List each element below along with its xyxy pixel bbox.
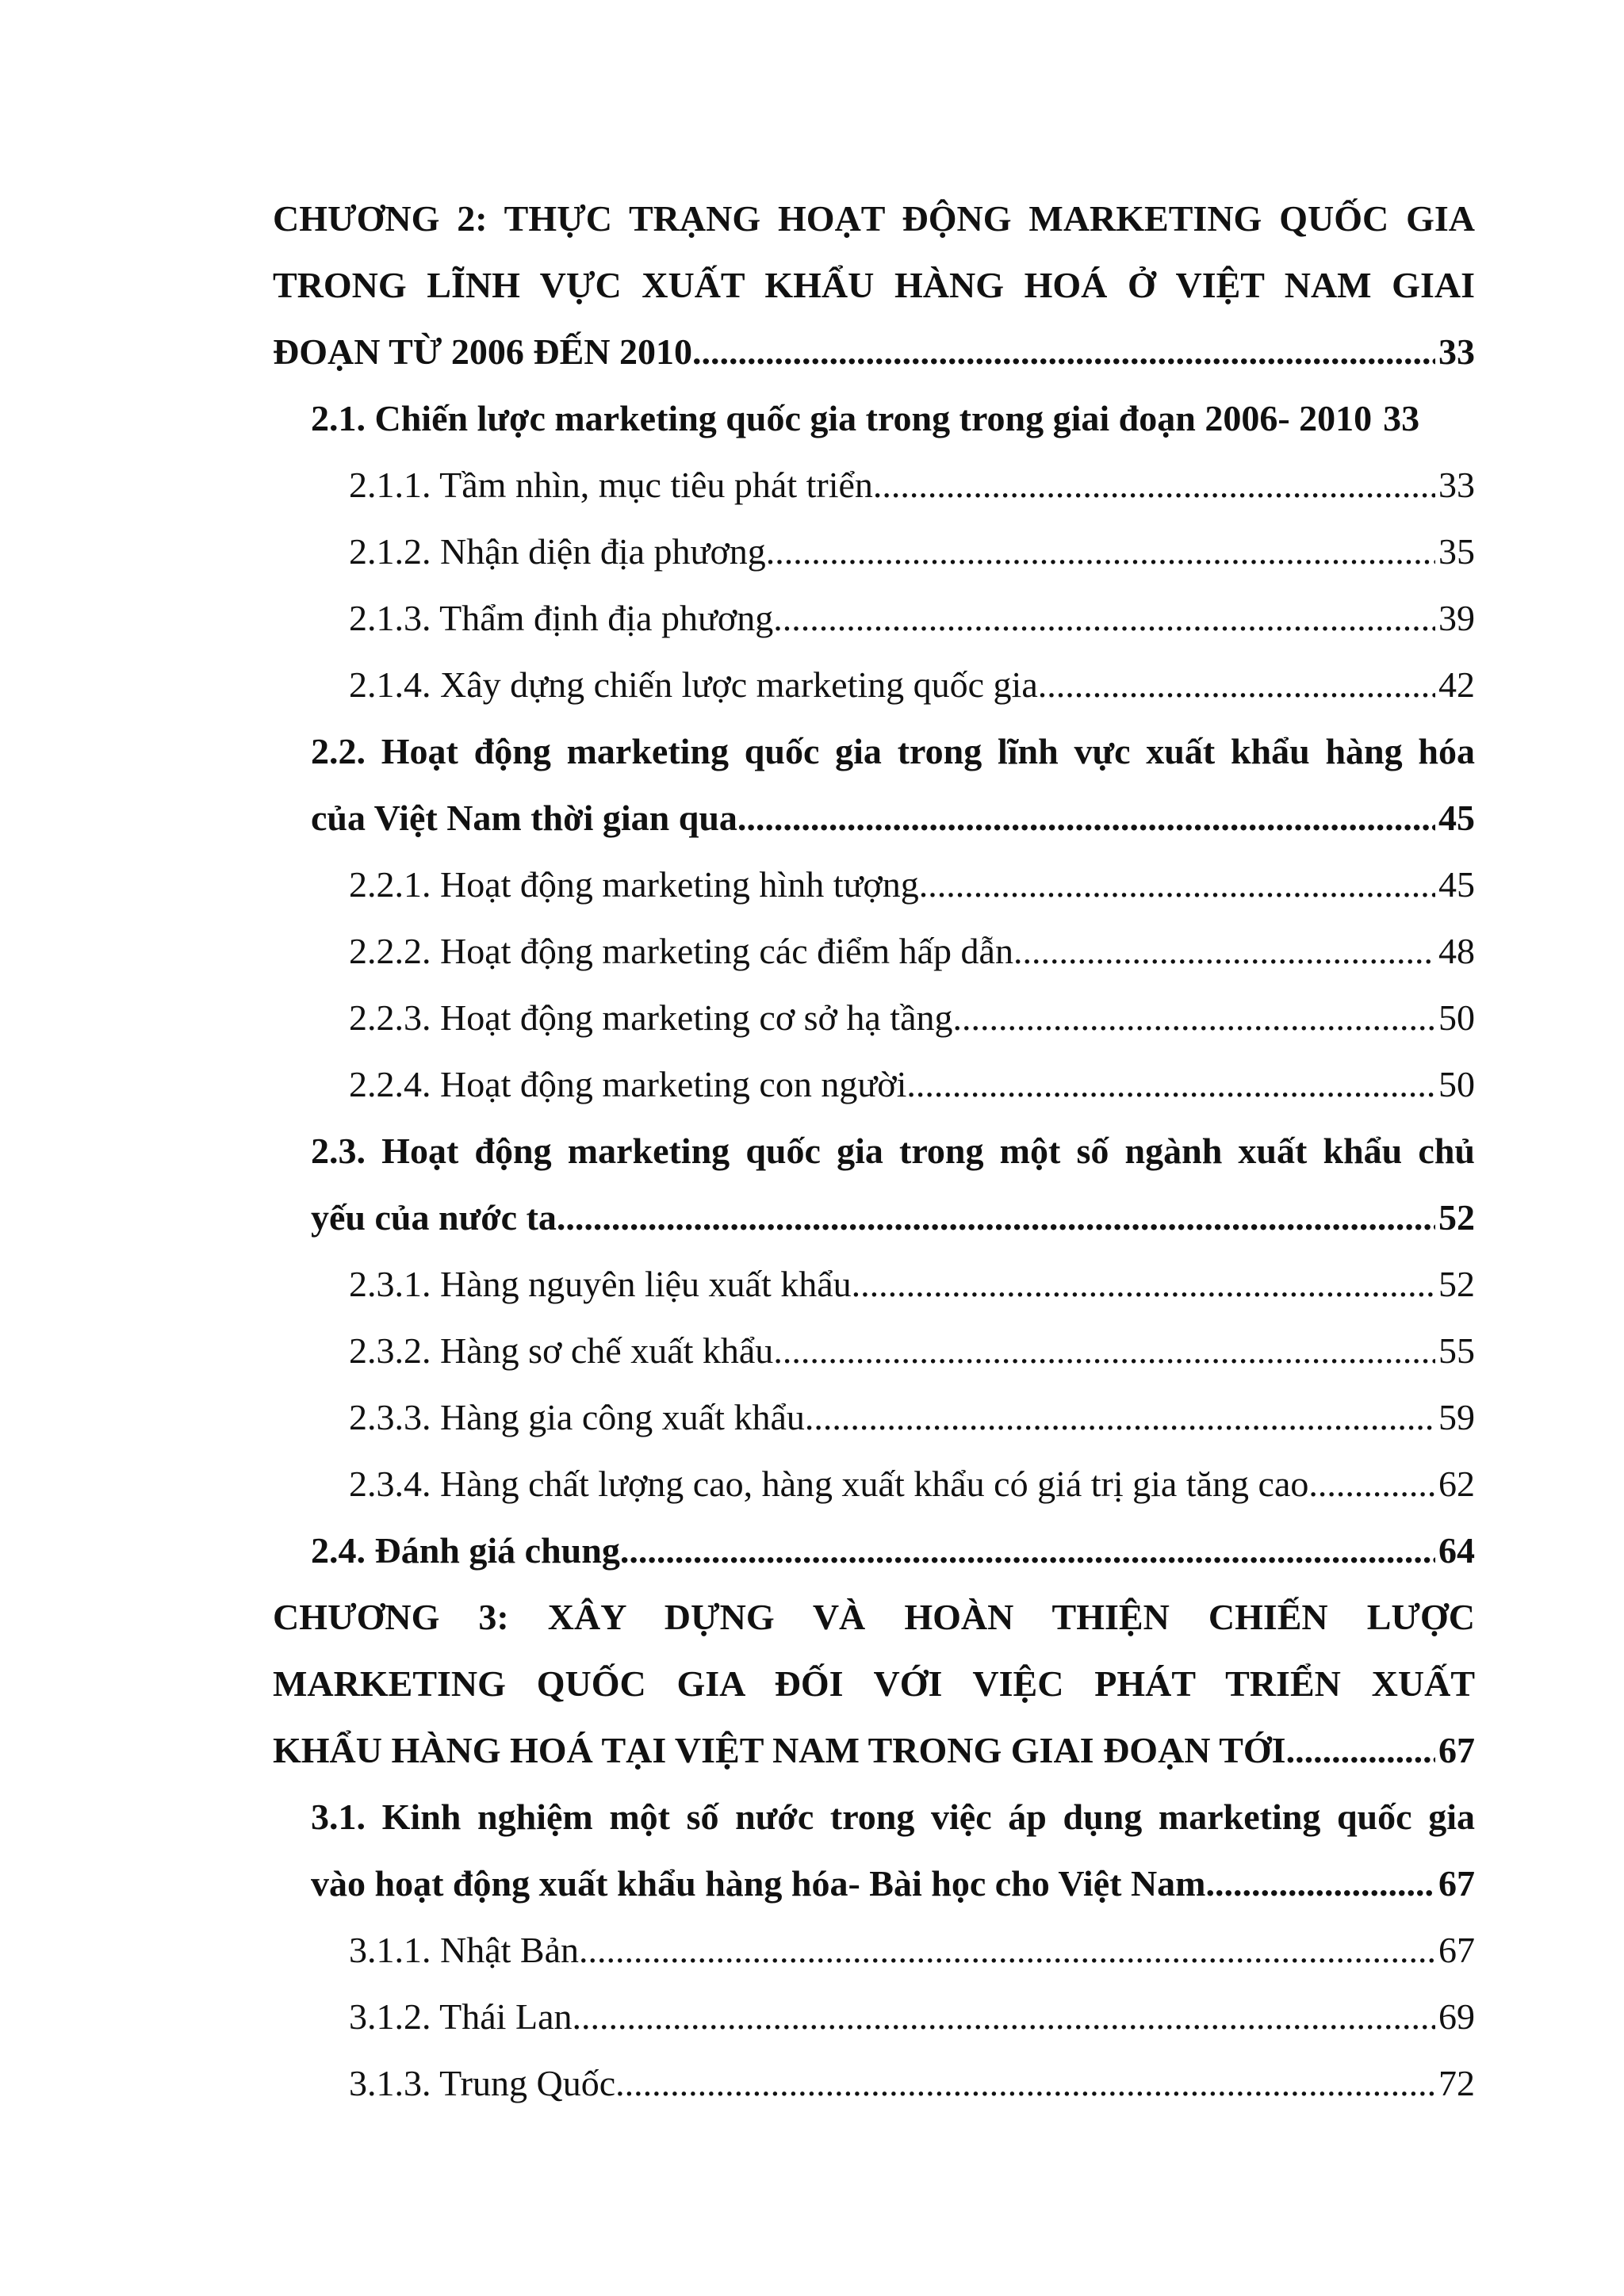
toc-entry-title: 3.1.1. Nhật Bản	[349, 1930, 580, 1970]
toc-entry-title: 3.1.2. Thái Lan	[349, 1996, 573, 2037]
toc-entry-leader-line	[349, 1451, 1475, 1517]
toc-entry-title: 2.3.2. Hàng sơ chế xuất khẩu	[349, 1330, 774, 1371]
toc-entry-title: 2.1.3. Thẩm định địa phương	[349, 598, 774, 638]
toc-page-number: 52	[1438, 1264, 1475, 1304]
toc-entry-title: vào hoạt động xuất khẩu hàng hóa- Bài học cho Việt Nam	[311, 1863, 1206, 1904]
toc-entry-sub[interactable]	[349, 652, 1475, 718]
toc-entry-sub[interactable]	[349, 918, 1475, 985]
dot-leader	[953, 985, 1436, 1051]
toc-entry-leader-line	[311, 785, 1475, 851]
toc-entry-title: 2.1. Chiến lược marketing quốc gia trong trong giai đoạn 2006- 2010	[311, 398, 1373, 438]
toc-entry-sub[interactable]	[349, 1384, 1475, 1451]
toc-entry-leader-line	[349, 851, 1475, 918]
toc-entry-title: 2.1.2. Nhận diện địa phương	[349, 531, 766, 572]
toc-page-number: 39	[1438, 598, 1475, 638]
toc-entry-leader-line	[349, 519, 1475, 585]
dot-leader	[873, 452, 1435, 519]
toc-page-number: 55	[1438, 1330, 1475, 1371]
toc-entry-leader-line	[349, 1984, 1475, 2050]
toc-entry-sub[interactable]	[349, 1051, 1475, 1118]
toc-entry-section[interactable]	[311, 718, 1475, 851]
toc-entry-leader-line	[311, 1850, 1475, 1917]
toc-entry-sub[interactable]	[349, 1318, 1475, 1384]
toc-entry-leader-line	[349, 918, 1475, 985]
dot-leader	[805, 1384, 1435, 1451]
toc-entry-title: 2.3.4. Hàng chất lượng cao, hàng xuất khẩu có giá trị gia tăng cao	[349, 1464, 1309, 1504]
toc-entry-leader-line	[311, 1517, 1475, 1584]
dot-leader	[1286, 1717, 1435, 1784]
toc-entry-chapter[interactable]	[273, 1584, 1475, 1784]
toc-entry-leader-line	[349, 1051, 1475, 1118]
toc-page-number: 62	[1438, 1464, 1475, 1504]
toc-page-number: 67	[1438, 1863, 1475, 1904]
toc-entry-title-line: CHƯƠNG 3: XÂY DỰNG VÀ HOÀN THIỆN CHIẾN LƯỢC	[273, 1597, 1475, 1637]
toc-page-number: 64	[1438, 1530, 1475, 1571]
toc-entry-section[interactable]	[311, 1784, 1475, 1917]
toc-entry-title: 2.2.2. Hoạt động marketing các điểm hấp dẫn	[349, 931, 1013, 971]
toc-entry-sub[interactable]	[349, 2050, 1475, 2117]
toc-entry-title: ĐOẠN TỪ 2006 ĐẾN 2010	[273, 331, 693, 372]
dot-leader	[1205, 1850, 1435, 1917]
toc-entry-leader-line	[311, 1184, 1475, 1251]
toc-entry-leader-line	[349, 452, 1475, 519]
toc-entry-title-line: 2.2. Hoạt động marketing quốc gia trong lĩnh vực xuất khẩu hàng hóa	[311, 731, 1475, 771]
toc-page-number: 33	[1438, 465, 1475, 505]
toc-entry-sub[interactable]	[349, 519, 1475, 585]
toc-entry-leader-line	[349, 585, 1475, 652]
toc-page-number: 33	[1383, 398, 1420, 438]
toc-entry-leader-line	[349, 2050, 1475, 2117]
toc-page-number: 45	[1438, 864, 1475, 905]
dot-leader	[906, 1051, 1435, 1118]
toc-entry-leader-line	[349, 985, 1475, 1051]
toc-page-number: 33	[1438, 331, 1475, 372]
toc-entry-title: 2.3.3. Hàng gia công xuất khẩu	[349, 1397, 805, 1437]
toc-entry-title: yếu của nước ta	[311, 1197, 557, 1238]
toc-entry-title: 2.2.3. Hoạt động marketing cơ sở hạ tầng	[349, 997, 953, 1038]
toc-entry-sub[interactable]	[349, 1984, 1475, 2050]
toc-entry-chapter[interactable]	[273, 186, 1475, 385]
dot-leader	[1038, 652, 1435, 718]
table-of-contents	[273, 186, 1475, 2117]
dot-leader	[773, 1318, 1435, 1384]
toc-entry-sub[interactable]	[349, 851, 1475, 918]
toc-entry-title: 2.1.4. Xây dựng chiến lược marketing quốc gia	[349, 664, 1038, 705]
toc-page-number: 67	[1438, 1930, 1475, 1970]
dot-leader	[692, 319, 1435, 385]
toc-entry-sub[interactable]	[349, 985, 1475, 1051]
toc-entry-leader-line	[273, 1717, 1475, 1784]
toc-entry-sub[interactable]	[349, 452, 1475, 519]
toc-entry-leader-line	[349, 1917, 1475, 1984]
toc-entry-leader-line	[273, 319, 1475, 385]
toc-page-number: 48	[1438, 931, 1475, 971]
toc-entry-section[interactable]	[311, 1118, 1475, 1251]
dot-leader	[852, 1251, 1435, 1318]
toc-page-number: 35	[1438, 531, 1475, 572]
toc-entry-leader-line	[349, 1318, 1475, 1384]
toc-entry-title-line: TRONG LĨNH VỰC XUẤT KHẨU HÀNG HOÁ Ở VIỆT NAM GIAI	[273, 265, 1475, 305]
toc-entry-sub[interactable]	[349, 585, 1475, 652]
dot-leader	[557, 1184, 1435, 1251]
toc-entry-title: 2.3.1. Hàng nguyên liệu xuất khẩu	[349, 1264, 852, 1304]
dot-leader	[620, 1517, 1435, 1584]
dot-leader	[737, 785, 1435, 851]
toc-page-number: 50	[1438, 1064, 1475, 1104]
toc-entry-section[interactable]	[311, 385, 1475, 452]
toc-entry-sub[interactable]	[349, 1251, 1475, 1318]
toc-entry-title: của Việt Nam thời gian qua	[311, 798, 737, 838]
dot-leader	[773, 585, 1435, 652]
dot-leader	[579, 1917, 1435, 1984]
toc-entry-title: 2.2.1. Hoạt động marketing hình tượng	[349, 864, 919, 905]
toc-page-number: 45	[1438, 798, 1475, 838]
dot-leader	[1013, 918, 1435, 985]
toc-entry-section[interactable]	[311, 1517, 1475, 1584]
toc-entry-title: 2.1.1. Tầm nhìn, mục tiêu phát triển	[349, 465, 873, 505]
dot-leader	[919, 851, 1435, 918]
toc-entry-title-line: 3.1. Kinh nghiệm một số nước trong việc áp dụng marketing quốc gia	[311, 1797, 1475, 1837]
toc-entry-title-line: CHƯƠNG 2: THỰC TRẠNG HOẠT ĐỘNG MARKETING QUỐC GIA	[273, 198, 1475, 239]
toc-entry-leader-line	[349, 1251, 1475, 1318]
toc-entry-leader-line	[349, 1384, 1475, 1451]
dot-leader	[615, 2050, 1435, 2117]
toc-page-number: 67	[1438, 1730, 1475, 1770]
dot-leader	[572, 1984, 1435, 2050]
toc-page-number: 72	[1438, 2063, 1475, 2103]
dot-leader	[766, 519, 1435, 585]
toc-entry-sub[interactable]	[349, 1451, 1475, 1517]
toc-page-number: 69	[1438, 1996, 1475, 2037]
toc-entry-title-line: 2.3. Hoạt động marketing quốc gia trong một số ngành xuất khẩu chủ	[311, 1131, 1475, 1171]
toc-entry-title: 3.1.3. Trung Quốc	[349, 2063, 616, 2103]
toc-entry-title-line: MARKETING QUỐC GIA ĐỐI VỚI VIỆC PHÁT TRIỂN XUẤT	[273, 1663, 1475, 1704]
toc-entry-leader-line	[349, 652, 1475, 718]
toc-entry-title: 2.4. Đánh giá chung	[311, 1530, 620, 1571]
toc-entry-leader-line	[311, 385, 1475, 452]
toc-page-number: 50	[1438, 997, 1475, 1038]
toc-entry-title: KHẨU HÀNG HOÁ TẠI VIỆT NAM TRONG GIAI ĐOẠN TỚI	[273, 1730, 1286, 1770]
dot-leader	[1308, 1451, 1435, 1517]
toc-entry-title: 2.2.4. Hoạt động marketing con người	[349, 1064, 907, 1104]
toc-page-number: 42	[1438, 664, 1475, 705]
toc-entry-sub[interactable]	[349, 1917, 1475, 1984]
toc-page-number: 52	[1438, 1197, 1475, 1238]
toc-page-number: 59	[1438, 1397, 1475, 1437]
